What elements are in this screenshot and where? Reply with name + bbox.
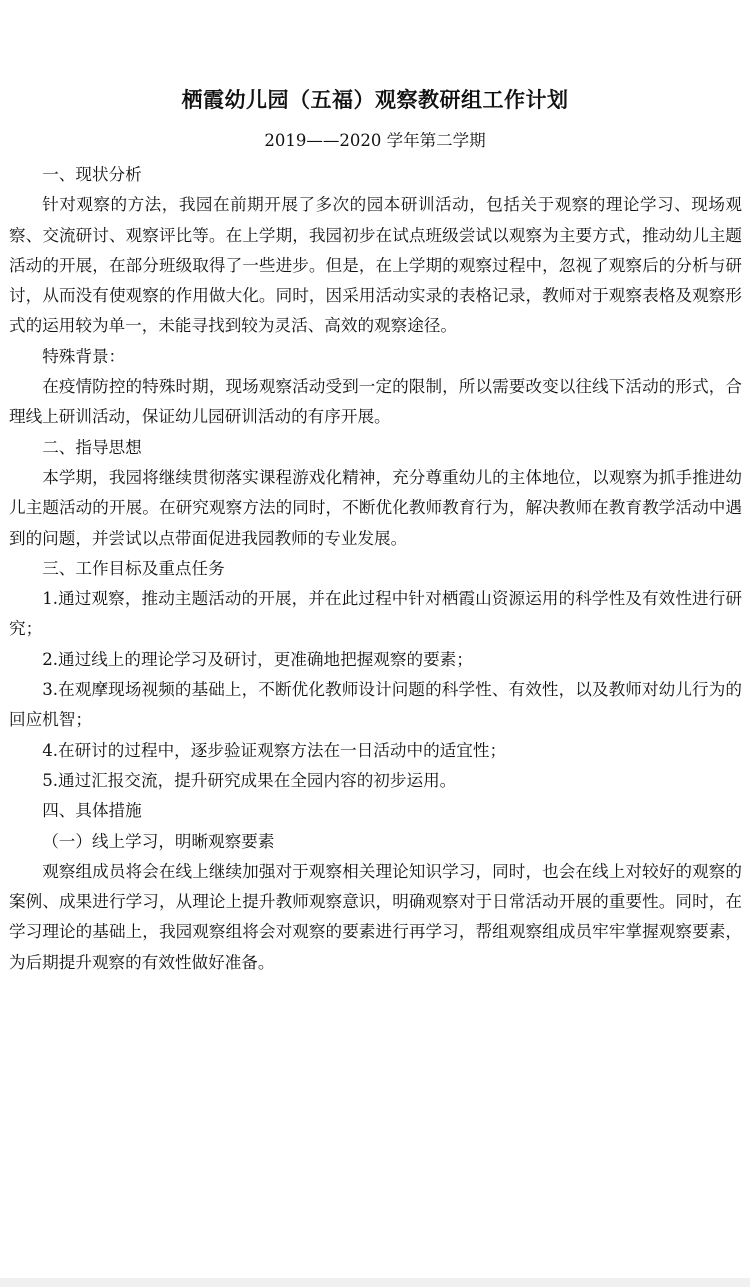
section-heading-3: 三、工作目标及重点任务: [42, 558, 225, 578]
label-special-background: 特殊背景：: [42, 346, 126, 366]
goal-item-1: 1.通过观察，推动主题活动的开展，并在此过程中针对栖霞山资源运用的科学性及有效性进行研究；: [9, 589, 742, 639]
section-heading-4: 四、具体措施: [42, 801, 142, 821]
section-heading-2: 二、指导思想: [42, 437, 142, 457]
section-heading-1: 一、现状分析: [42, 165, 142, 184]
document-subtitle: 2019——2020 学年第二学期: [264, 131, 486, 150]
goal-item-4: 4.在研讨的过程中，逐步验证观察方法在一日活动中的适宜性；: [42, 740, 507, 760]
document-title: 栖霞幼儿园（五福）观察教研组工作计划: [181, 88, 569, 112]
subsection-heading-1: （一）线上学习，明晰观察要素: [42, 831, 275, 851]
paragraph-online-learning: 观察组成员将会在线上继续加强对于观察相关理论知识学习，同时，也会在线上对较好的观察的案例、成果进行学习，从理论上提升教师观察意识，明确观察对于日常活动开展的重要性。同时，在学习理论的基础上，我园观察组将会对观察的要素进行再学习，帮组观察组成员牢牢掌握观察要素，为后期提升观察的有效性做好准备。: [9, 861, 742, 972]
paragraph-special-background: 在疫情防控的特殊时期，现场观察活动受到一定的限制，所以需要改变以往线下活动的形式，合理线上研训活动，保证幼儿园研训活动的有序开展。: [9, 377, 742, 427]
paragraph-guiding-thought: 本学期，我园将继续贯彻落实课程游戏化精神，充分尊重幼儿的主体地位，以观察为抓手推进幼儿主题活动的开展。在研究观察方法的同时，不断优化教师教育行为，解决教师在教育教学活动中遇到的问题，并尝试以点带面促进我园教师的专业发展。: [9, 467, 742, 548]
goal-item-2: 2.通过线上的理论学习及研讨，更准确地把握观察的要素；: [42, 649, 473, 669]
goal-item-5: 5.通过汇报交流，提升研究成果在全园内容的初步运用。: [42, 770, 457, 790]
paragraph-status-analysis: 针对观察的方法，我园在前期开展了多次的园本研训活动，包括关于观察的理论学习、现场观察、交流研讨、观察评比等。在上学期，我园初步在试点班级尝试以观察为主要方式，推动幼儿主题活动的开展，在部分班级取得了一些进步。但是，在上学期的观察过程中，忽视了观察后的分析与研讨，从而没有使观察的作用做大化。同时，因采用活动实录的表格记录，教师对于观察表格及观察形式的运用较为单一，未能寻找到较为灵活、高效的观察途径。: [9, 195, 742, 336]
goal-item-3: 3.在观摩现场视频的基础上，不断优化教师设计问题的科学性、有效性，以及教师对幼儿行为的回应机智；: [9, 680, 742, 730]
document-body: [9, 160, 742, 978]
bottom-bar: [0, 1278, 750, 1287]
